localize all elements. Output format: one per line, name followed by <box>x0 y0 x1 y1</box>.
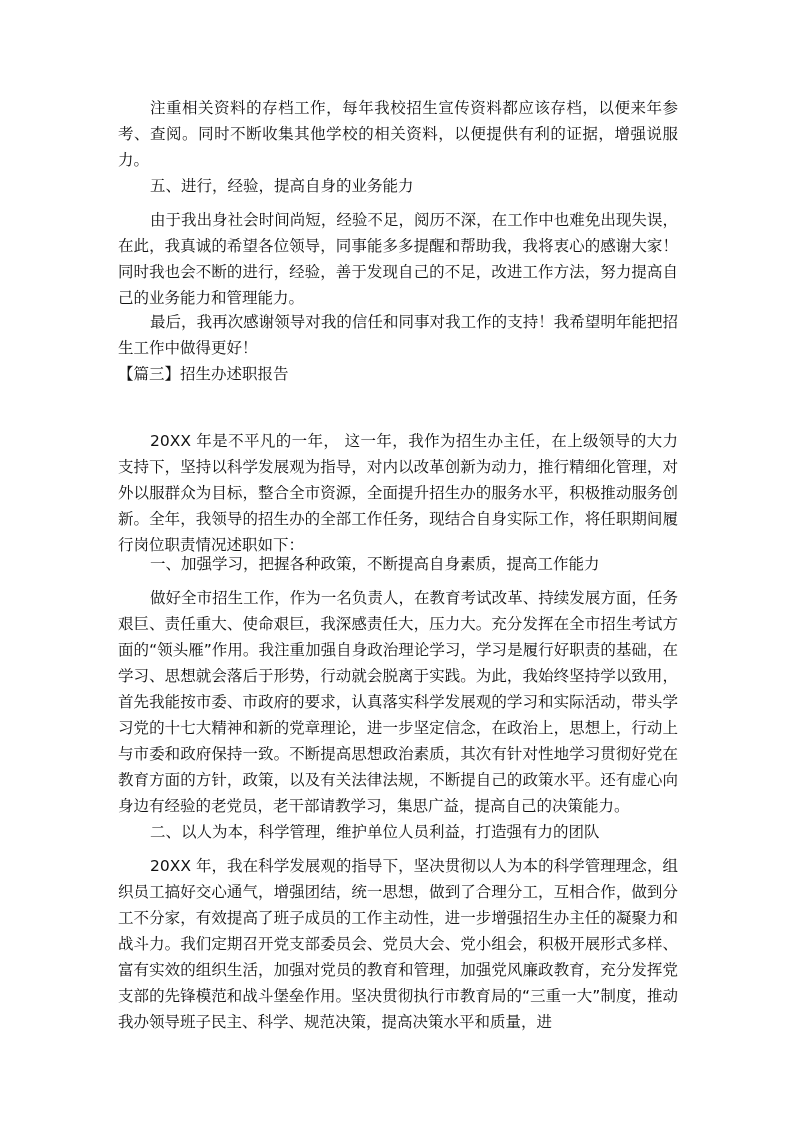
paragraph-closing: 最后，我再次感谢领导对我的信任和同事对我工作的支持！我希望明年能把招生工作中做得更好！ <box>118 313 678 357</box>
heading-five: 五、进行，经验，提高自身的业务能力 <box>150 177 414 195</box>
paragraph-intro: 20XX 年是不平凡的一年， 这一年，我作为招生办主任，在上级领导的大力支持下，坚持以科学发展观为指导，对内以改革创新为动力，推行精细化管理，对外以服群众为目标，整合全市资源，全面提升招生办的服务水平，积极推动服务创新。全年，我领导的招生办的全部工作任务，现结合自身实际工作，将任职期间履行岗位职责情况述职如下： <box>118 432 678 554</box>
paragraph-team: 20XX 年，我在科学发展观的指导下，坚决贯彻以人为本的科学管理理念，组织员工搞好交心通气，增强团结，统一思想，做到了合理分工，互相合作，做到分工不分家，有效提高了班子成员的工作主动性，进一步增强招生办主任的凝聚力和战斗力。我们定期召开党支部委员会、党员大会、党小组会，积极开展形式多样、富有实效的组织生活，加强对党员的教育和管理，加强党风廉政教育，充分发挥党支部的先锋模范和战斗堡垒作用。坚决贯彻执行市教育局的“三重一大”制度，推动我办领导班子民主、科学、规范决策，提高决策水平和质量，进 <box>118 857 678 1031</box>
paragraph-study: 做好全市招生工作，作为一名负责人，在教育考试改革、持续发展方面，任务艰巨、责任重大、使命艰巨，我深感责任大，压力大。充分发挥在全市招生考试方面的“领头雁”作用。我注重加强自身政治理论学习，学习是履行好职责的基础，在学习、思想就会落后于形势，行动就会脱离于实践。为此，我始终坚持学以致用，首先我能按市委、市政府的要求，认真落实科学发展观的学习和实际活动，带头学习党的十七大精神和新的党章理论，进一步坚定信念，在政治上，思想上，行动上与市委和政府保持一致。不断提高思想政治素质，其次有针对性地学习贯彻好党在教育方面的方针，政策，以及有关法律法规，不断提自己的政策水平。还有虚心向身边有经验的老党员，老干部请教学习，集思广益，提高自己的决策能力。 <box>118 589 678 815</box>
paragraph-archive: 注重相关资料的存档工作，每年我校招生宣传资料都应该存档，以便来年参考、查阅。同时不断收集其他学校的相关资料，以便提供有利的证据，增强说服力。 <box>118 99 678 169</box>
paragraph-improve: 由于我出身社会时间尚短，经验不足，阅历不深，在工作中也难免出现失误，在此，我真诚的希望各位领导，同事能多多提醒和帮助我，我将衷心的感谢大家！同时我也会不断的进行，经验，善于发现自己的不足，改进工作方法，努力提高自己的业务能力和管理能力。 <box>118 211 678 307</box>
heading-two: 二、以人为本，科学管理，维护单位人员利益，打造强有力的团队 <box>150 823 600 841</box>
section-title: 【篇三】招生办述职报告 <box>118 365 289 383</box>
heading-one: 一、加强学习，把握各种政策，不断提高自身素质，提高工作能力 <box>150 555 600 573</box>
